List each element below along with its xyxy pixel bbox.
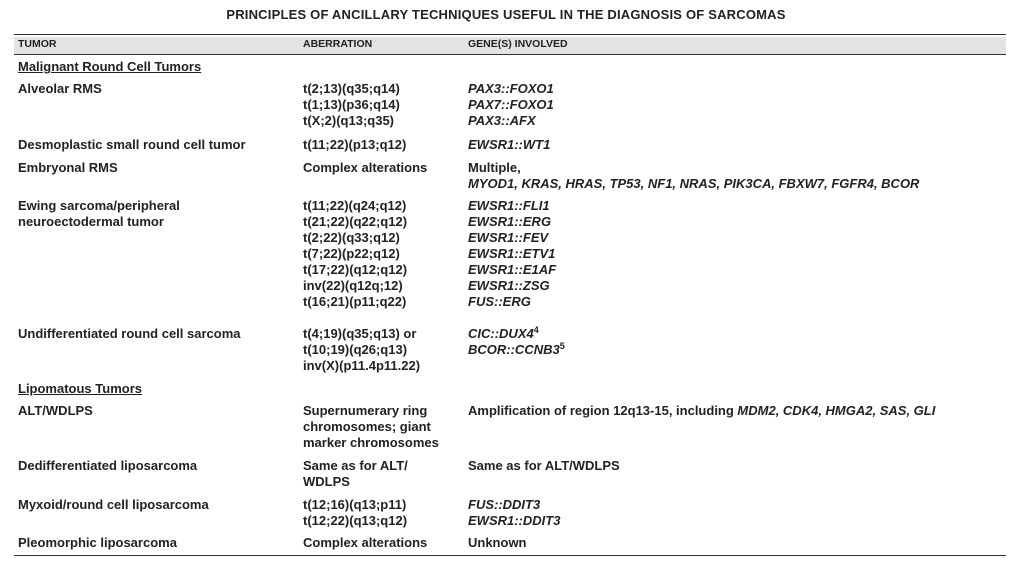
table-bottom-rule: [14, 555, 1006, 556]
tumor-name: Alveolar RMS: [18, 81, 102, 96]
aberration-cell: Same as for ALT/ WDLPS: [303, 458, 408, 489]
genes-cell: EWSR1::WT1: [468, 137, 551, 152]
aberration-cell: t(4;19)(q35;q13) or t(10;19)(q26;q13) inv(X)(p11.4p11.22): [303, 326, 421, 373]
aberration-cell: t(2;13)(q35;q14) t(1;13)(p36;q14) t(X;2)(q13;q35): [303, 81, 400, 128]
section-heading-lipomatous: Lipomatous Tumors: [18, 381, 142, 396]
column-header-genes: GENE(S) INVOLVED: [468, 38, 568, 50]
genes-cell: Unknown: [468, 535, 527, 550]
tumor-name: Dedifferentiated liposarcoma: [18, 458, 198, 473]
genes-cell: Same as for ALT/WDLPS: [468, 458, 620, 473]
aberration-cell: Supernumerary ring chromosomes; giant marker chromosomes: [303, 403, 439, 450]
aberration-cell: Complex alterations: [303, 535, 428, 550]
genes-cell: FUS::DDIT3 EWSR1::DDIT3: [468, 497, 561, 528]
tumor-name: Ewing sarcoma/peripheral neuroectodermal tumor: [18, 198, 180, 229]
column-header-tumor: TUMOR: [18, 38, 57, 50]
genes-cell: EWSR1::FLI1 EWSR1::ERG EWSR1::FEV EWSR1::ETV1 EWSR1::E1AF EWSR1::ZSG FUS::ERG: [468, 198, 557, 309]
tumor-name: Myxoid/round cell liposarcoma: [18, 497, 209, 512]
aberration-cell: t(11;22)(q24;q12) t(21;22)(q22;q12) t(2;22)(q33;q12) t(7;22)(p22;q12) t(17;22)(q12;q12) inv(22)(q12q;12) t(16;21)(p11;q22): [303, 198, 408, 309]
table-header-rule: [14, 54, 1006, 55]
genes-cell: $CIC::DUX4^4$ $BCOR::CCNB3^5$: [468, 325, 565, 357]
tumor-name: Desmoplastic small round cell tumor: [18, 137, 246, 152]
reference-superscript: 5: [559, 341, 565, 351]
genes-cell: Multiple, MYOD1, KRAS, HRAS, TP53, NF1, NRAS, PIK3CA, FBXW7, FGFR4, BCOR: [468, 160, 920, 191]
page-title: PRINCIPLES OF ANCILLARY TECHNIQUES USEFUL IN THE DIAGNOSIS OF SARCOMAS: [226, 7, 786, 22]
tumor-name: Undifferentiated round cell sarcoma: [18, 326, 241, 341]
tumor-name: Embryonal RMS: [18, 160, 118, 175]
aberration-cell: t(12;16)(q13;p11) t(12;22)(q13;q12): [303, 497, 408, 528]
aberration-cell: t(11;22)(p13;q12): [303, 137, 407, 152]
column-header-aberration: ABERRATION: [303, 38, 373, 50]
section-heading-round-cell: Malignant Round Cell Tumors: [18, 59, 202, 74]
table-top-rule: [14, 34, 1006, 35]
tumor-name: ALT/WDLPS: [18, 403, 93, 418]
genes-cell: PAX3::FOXO1 PAX7::FOXO1 PAX3::AFX: [468, 81, 554, 128]
reference-superscript: 4: [533, 325, 539, 335]
tumor-name: Pleomorphic liposarcoma: [18, 535, 177, 550]
aberration-cell: Complex alterations: [303, 160, 428, 175]
genes-cell: Amplification of region 12q13-15, including MDM2, CDK4, HMGA2, SAS, GLI: [468, 403, 936, 418]
